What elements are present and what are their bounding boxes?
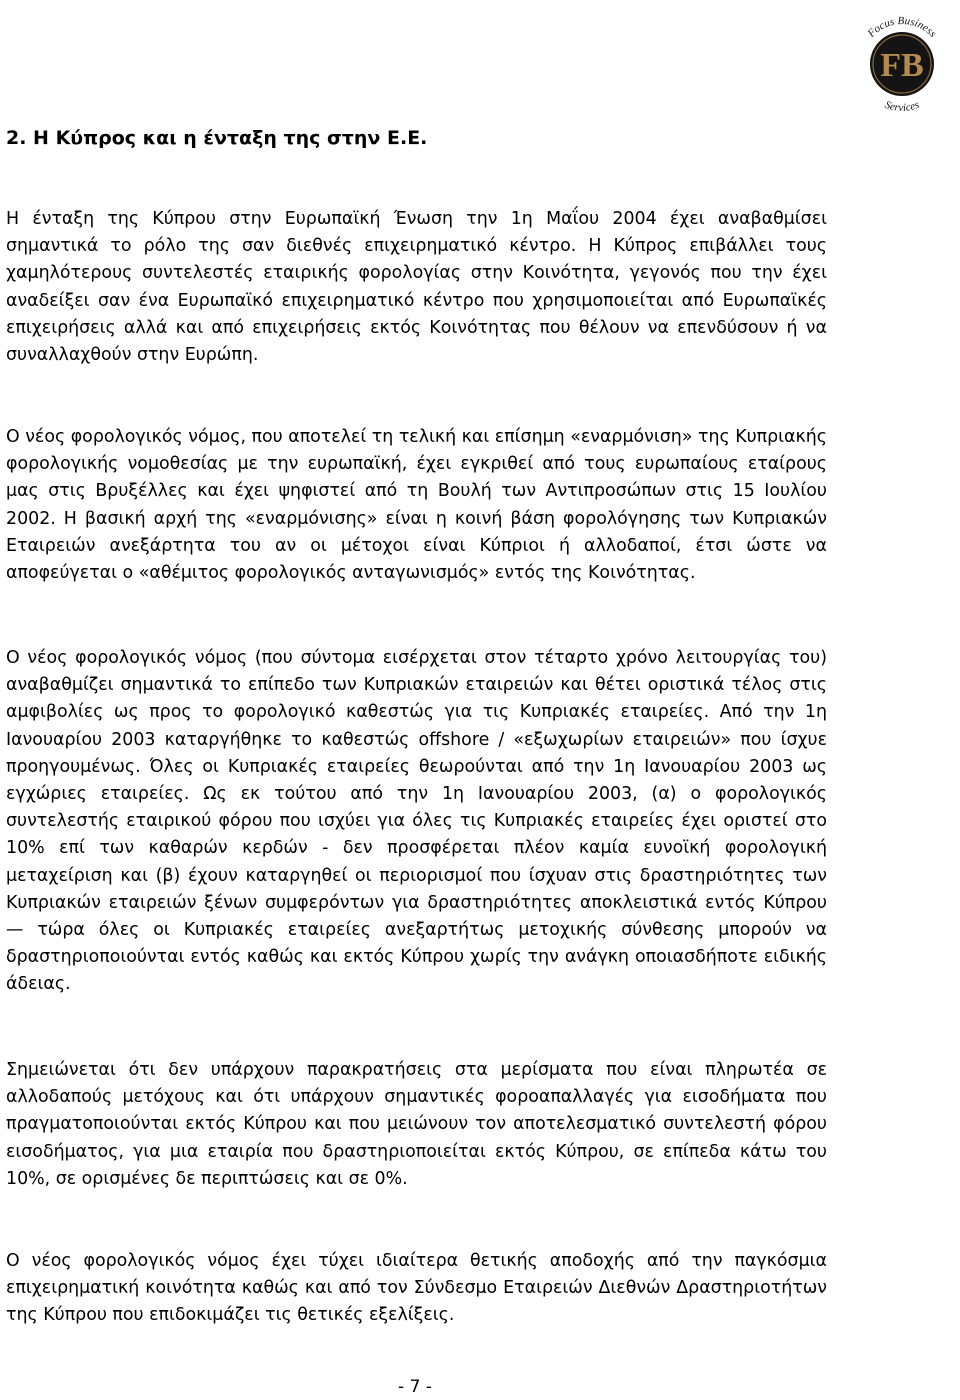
paragraph-tax-harmonisation: Ο νέος φορολογικός νόμος, που αποτελεί τη τελική και επίσημη «εναρμόνιση» της Κυπριακής φορολογικής νομοθεσίας με την ευρωπαϊκή, έχει εγκριθεί από τους ευρωπαίους εταίρους μας στις Βρυξέλλες και έχει ψηφιστεί από τη Βουλή των Αντιπροσώπων στις 15 Ιουλίου 2002. Η βασική αρχή της «εναρμόνισης» είναι η κοινή βάση φορολόγησης των Κυπριακών Εταιρειών ανεξάρτητα του αν οι μέτοχοι είναι Κύπριοι ή αλλοδαποί, έτσι ώστε να αποφεύγεται ο «αθέμιτος φορολογικός ανταγωνισμός» εντός της Κοινότητας. [6,427,828,584]
svg-text:Services [883,99,921,114]
section-heading: 2. Η Κύπρος και η ένταξη της στην Ε.Ε. [6,127,428,149]
logo-arc-bottom: Services [883,98,921,115]
paragraph-reception: Ο νέος φορολογικός νόμος έχει τύχει ιδιαίτερα θετικής αποδοχής από την παγκόσμια επιχειρηματική κοινότητα καθώς και από τον Σύνδεσμο Εταιρειών Διεθνών Δραστηριοτήτων της Κύπρου που επιδοκιμάζει τις θετικές εξελίξεις. [6,1251,827,1326]
logo-monogram: FB [880,47,924,84]
paragraph-eu-accession: Η ένταξη της Κύπρου στην Ευρωπαϊκή Ένωση την 1η Μαΐου 2004 έχει αναβαθμίσει σημαντικά το ρόλο της σαν διεθνές επιχειρηματικό κέντρο. Η Κύπρος επιβάλλει τους χαμηλότερους συντελεστές εταιρικής φορολογίας στην Κοινότητα, γεγονός που την έχει αναδείξει σαν ένα Ευρωπαϊκό επιχειρηματικό κέντρο που χρησιμοποιείται από Ευρωπαϊκές επιχειρήσεις αλλά και από επιχειρήσεις εκτός Κοινότητας που θέλουν να επενδύσουν ή να συναλλαχθούν στην Ευρώπη. [6,209,827,366]
focus-business-services-logo [845,2,957,122]
paragraph-dividends: Σημειώνεται ότι δεν υπάρχουν παρακρατήσεις στα μερίσματα που είναι πληρωτέα σε αλλοδαπούς μετόχους και ότι υπάρχουν σημαντικές φοροαπαλλαγές για εισοδήματα που πραγματοποιούνται εκτός Κύπρου και που μειώνουν τον αποτελεσματικό συντελεστή φόρου εισοδήματος, για μια εταιρία που δραστηριοποιείται εκτός Κύπρου, σε επίπεδα κάτω του 10%, σε ορισμένες δε περιπτώσεις και σε 0%. [6,1060,827,1189]
logo-arc-top: Focus Business [865,14,939,40]
page-number: - 7 - [398,1377,432,1397]
paragraph-new-tax-law: Ο νέος φορολογικός νόμος (που σύντομα εισέρχεται στον τέταρτο χρόνο λειτουργίας του) αναβαθμίζει σημαντικά το επίπεδο των Κυπριακών εταιρειών και θέτει οριστικά τέλος στις αμφιβολίες ως προς το φορολογικό καθεστώς για τις Κυπριακές εταιρείες. Από την 1η Ιανουαρίου 2003 καταργήθηκε το καθεστώς offshore / «εξωχωρίων εταιρειών» που ίσχυε προηγουμένως. Όλες οι Κυπριακές εταιρείες θεωρούνται από την 1η Ιανουαρίου 2003 ως εγχώριες εταιρείες. Ως εκ τούτου από την 1η Ιανουαρίου 2003, (α) ο φορολογικός συντελεστής εταιρικού φόρου που ισχύει για όλες τις Κυπριακές εταιρείες έχει οριστεί στο 10% επί των καθαρών κερδών - δεν προσφέρεται πλέον καμία ευνοϊκή φορολογική μεταχείριση και (β) έχουν καταργηθεί οι περιορισμοί που ίσχυαν στις δραστηριότητες των Κυπριακών εταιρειών ξένων συμφερόντων για δραστηριότητες αποκλειστικά εντός Κύπρου — τώρα όλες οι Κυπριακές εταιρείες ανεξαρτήτως μετοχικής σύνθεσης μπορούν να δραστηριοποιούνται εντός καθώς και εκτός Κύπρου χωρίς την ανάγκη οποιασδήποτε ειδικής άδειας. [6,648,827,995]
